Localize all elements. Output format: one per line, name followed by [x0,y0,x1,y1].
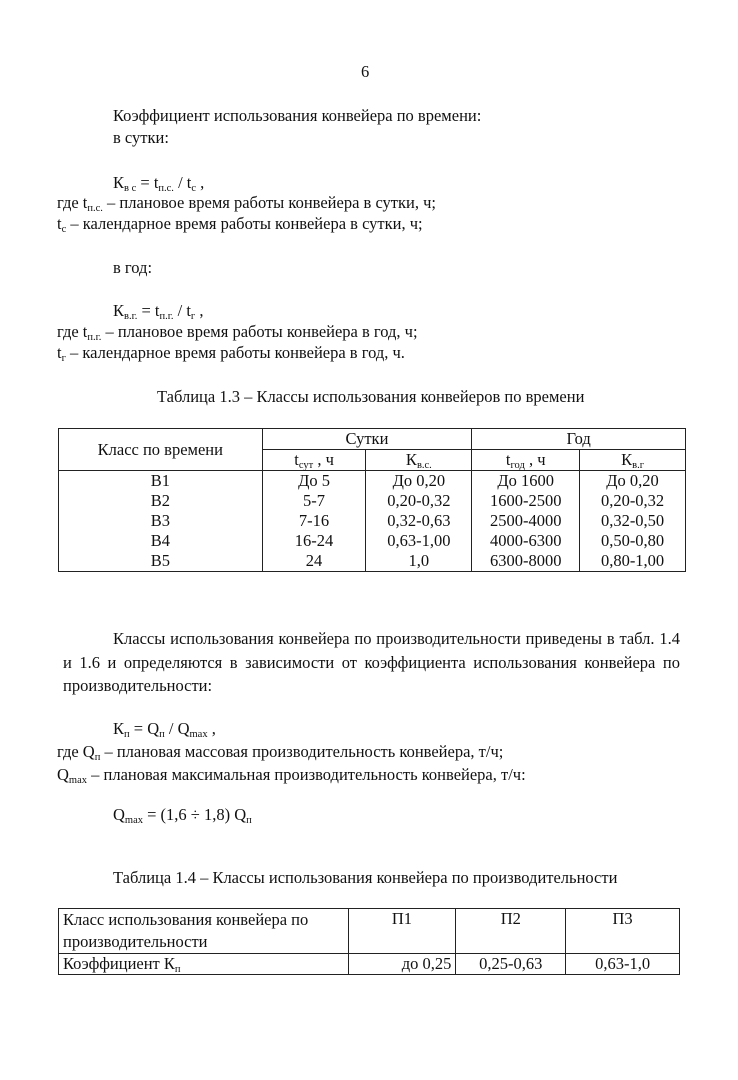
intro-line: Коэффициент использования конвейера по времени: [113,106,482,125]
formula-k-day: $К_{в с} = t_{п.с.} / t_с$ , [113,173,205,194]
cell: 0,32-0,63 [366,511,472,531]
cell: 1600-2500 [472,491,580,511]
definition-line: $t_г$ – календарное время работы конвейера в год, ч. [57,343,405,364]
value-cell: 0,63-1,0 [566,954,680,975]
cell: В5 [59,551,263,572]
table-caption: Таблица 1.4 – Классы использования конвейера по производительности [113,868,618,887]
table-row [59,551,686,572]
definition-line: $Q_{max}$ – плановая максимальная производительность конвейера, т/ч: [57,765,526,786]
cell: 0,80-1,00 [580,551,686,572]
definition-line: где $Q_п$ – плановая массовая производительность конвейера, т/ч; [57,742,504,763]
cell: 4000-6300 [472,531,580,551]
table-row [59,511,686,531]
cell: 1,0 [366,551,472,572]
formula-k-year: $К_{в.г.} = t_{п.г.} / t_г$ , [113,301,204,322]
definition-line: где $t_{п.с.}$ – плановое время работы конвейера в сутки, ч; [57,193,436,214]
productivity-class-table [58,908,680,975]
definition-line: где $t_{п.г.}$ – плановое время работы конвейера в год, ч; [57,322,418,343]
class-cell: П2 [456,909,566,954]
cell: До 1600 [472,471,580,492]
table-row [59,531,686,551]
class-cell: П3 [566,909,680,954]
header-t-day: $t_{сут}$ , ч [262,450,366,471]
cell: 0,20-0,32 [580,491,686,511]
row-label: Класс использования конвейера по производительности [59,909,349,954]
cell: До 5 [262,471,366,492]
value-cell: до 0,25 [348,954,456,975]
cell: В1 [59,471,263,492]
cell: 2500-4000 [472,511,580,531]
paragraph: Классы использования конвейера по производительности приведены в табл. 1.4 и 1.6 и определяются в зависимости от коэффициента использования конвейера по производительности: [63,629,680,695]
formula-k-productivity: $К_п = Q_п / Q_{max}$ , [113,719,216,740]
cell: До 0,20 [580,471,686,492]
cell: 24 [262,551,366,572]
table-caption: Таблица 1.3 – Классы использования конвейеров по времени [157,387,585,406]
table-row [59,909,680,954]
cell: 5-7 [262,491,366,511]
value-cell: 0,25-0,63 [456,954,566,975]
cell: 6300-8000 [472,551,580,572]
table-row [59,491,686,511]
per-year-label: в год: [113,258,153,277]
table-row [59,954,680,975]
header-k-year: $К_{в.г}$ [580,450,686,471]
row-label: Коэффициент $К_п$ [59,954,349,975]
header-day: Сутки [262,429,472,450]
class-cell: П1 [348,909,456,954]
cell: 7-16 [262,511,366,531]
cell: 16-24 [262,531,366,551]
cell: 0,50-0,80 [580,531,686,551]
definition-line: $t_с$ – календарное время работы конвейера в сутки, ч; [57,214,423,235]
time-class-table [58,428,686,572]
header-year: Год [472,429,686,450]
header-t-year: $t_{год}$ , ч [472,450,580,471]
cell: В2 [59,491,263,511]
header-class: Класс по времени [59,429,263,471]
formula-q-max: $Q_{max} = (1,6 \div 1,8)$ $Q_п$ [113,805,252,826]
table-row [59,471,686,492]
cell: 0,63-1,00 [366,531,472,551]
cell: 0,20-0,32 [366,491,472,511]
cell: До 0,20 [366,471,472,492]
per-day-label: в сутки: [113,128,169,147]
header-k-day: $К_{в.с.}$ [366,450,472,471]
cell: В4 [59,531,263,551]
cell: В3 [59,511,263,531]
cell: 0,32-0,50 [580,511,686,531]
page-number: 6 [361,62,370,81]
